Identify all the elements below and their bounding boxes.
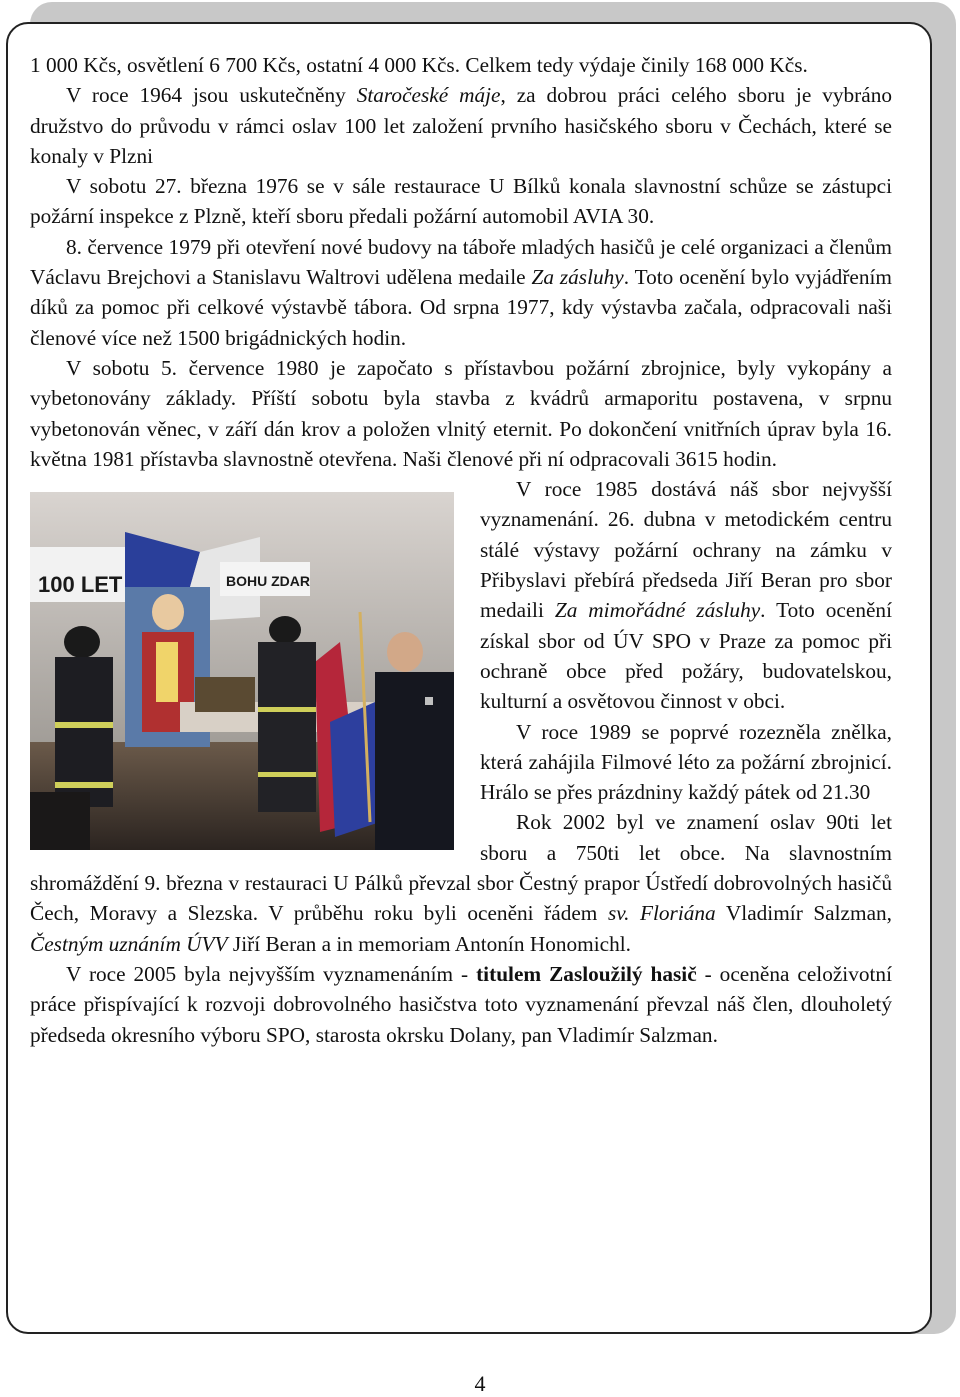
paragraph-expenses: 1 000 Kčs, osvětlení 6 700 Kčs, ostatní 4 000 Kčs. Celkem tedy výdaje činily 168 000 Kčs. [30, 53, 808, 77]
ceremony-photo [30, 492, 454, 850]
paragraph-1985: V roce 1985 dostává náš sbor nejvyšší vyznamenání. 26. dubna v metodickém centru stálé výstavy požární ochrany na zámku v Přibyslavi přebírá předseda Jiří Beran pro sbor medaili Za mimořádné zásluhy. Toto ocenění získal sbor od ÚV SPO v Praze za pomoc při ochraně obce před požáry, budovatelskou, kulturní a osvětovou činnost v obci. [480, 477, 892, 714]
photo-section [30, 474, 892, 807]
paragraph-1964: V roce 1964 jsou uskutečněny Staročeské máje, za dobrou práci celého sboru je vybráno družstvo do průvodu v rámci oslav 100 let založení prvního hasičského sboru v Čechách, které se konaly v Plzni [30, 83, 892, 168]
paragraph-2005: V roce 2005 byla nejvyšším vyznamenáním - titulem Zasloužilý hasič - oceněna celoživotní práce přispívající k rozvoji dobrovolného hasičstva toto vyznamenání převzal náš člen, dlouholetý předseda okresního výboru SPO, starosta okrsku Dolany, pan Vladimír Salzman. [30, 961, 892, 1047]
paragraph-1979: 8. července 1979 při otevření nové budovy na táboře mladých hasičů je celé organizaci a členům Václavu Brejchovi a Stanislavu Waltrovi udělena medaile Za zásluhy. Toto ocenění bylo vyjádřením díků za pomoc při celkové výstavbě tábora. Od srpna 1977, kdy výstavba začala, odpracovali naši členové více než 1500 brigádnických hodin. [30, 234, 892, 350]
document-body [30, 50, 892, 1050]
paragraph-2002: Rok 2002 byl ve znamení oslav 90ti let sboru a 750ti let obce. Na slavnostním shromáždění 9. března v restauraci U Pálků převzal sbor Čestný prapor Ústředí dobrovolných hasičů Čech, Moravy a Slezska. V průběhu roku byli oceněni řádem sv. Floriána Vladimír Salzman, Čestným uznáním ÚVV Jiří Beran a in memoriam Antonín Honomichl. [30, 810, 892, 956]
paragraph-1976: V sobotu 27. března 1976 se v sále restaurace U Bílků konala slavnostní schůze se zástupci požární inspekce z Plzně, kteří sboru předali požární automobil AVIA 30. [30, 174, 892, 229]
svg-text:BOHU ZDAR: BOHU ZDAR [226, 573, 310, 590]
paragraph-1980: V sobotu 5. července 1980 je započato s přístavbou požární zbrojnice, byly vykopány a vybetonovány základy. Příští sobotu byla stavba z kvádrů armaporitu postavena, v srpnu vybetonován věnec, v září dán krov a položen vlnitý eternit. Po dokončení vnitřních úprav byla 16. května 1981 přístavba slavnostně otevřena. Naši členové při ní odpracovali 3615 hodin. [30, 355, 892, 471]
page-number: 4 [474, 1371, 486, 1396]
svg-text:100 LET: 100 LET [38, 572, 123, 598]
paragraph-1989: V roce 1989 se poprvé rozezněla znělka, která zahájila Filmové léto za požární zbrojnicí. Hrálo se přes prázdniny každý pátek od 21.30 [480, 719, 892, 805]
